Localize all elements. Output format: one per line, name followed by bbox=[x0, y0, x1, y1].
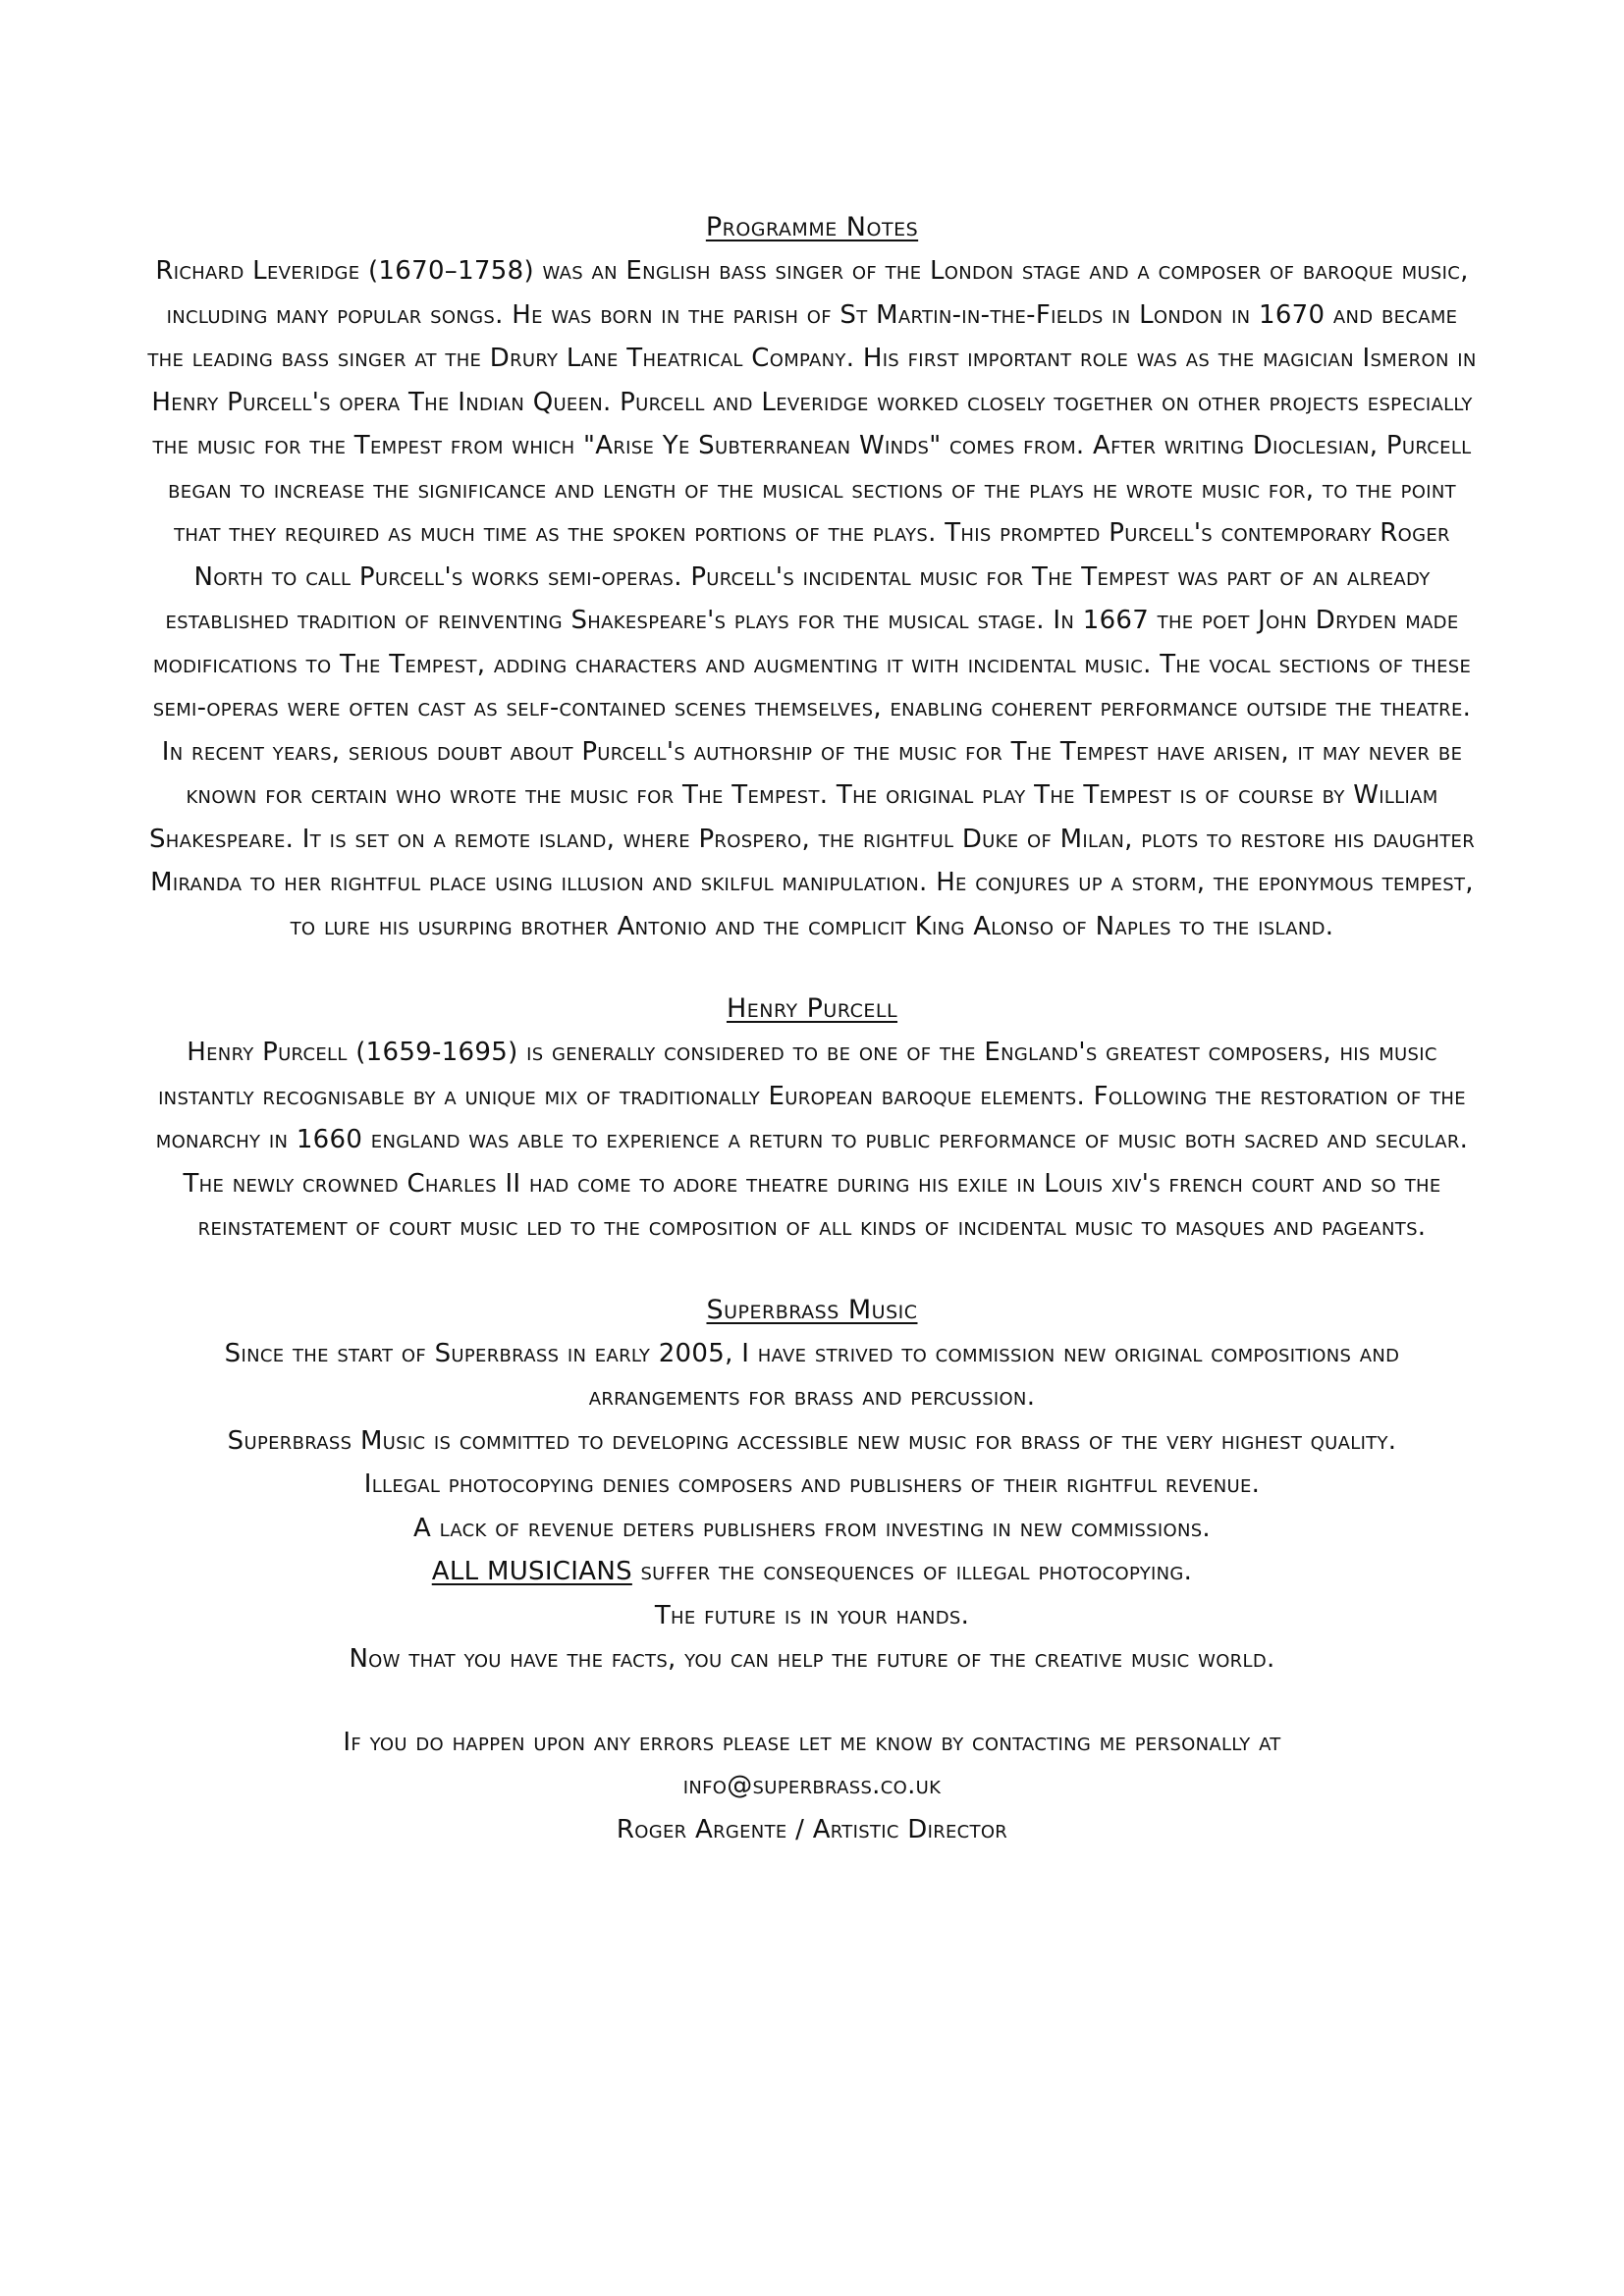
contact-email: info@superbrass.co.uk bbox=[682, 1771, 942, 1800]
superbrass-music-section bbox=[147, 1289, 1477, 1682]
programme-notes-heading: Programme Notes bbox=[705, 212, 919, 242]
superbrass-line-committed: Superbrass Music is committed to developing accessible new music for brass of the very highest quality. bbox=[227, 1425, 1397, 1456]
contact-message: If you do happen upon any errors please let me know by contacting me personally at bbox=[343, 1727, 1281, 1757]
superbrass-line-illegal-photocopying: Illegal photocopying denies composers and publishers of their rightful revenue. bbox=[363, 1469, 1261, 1499]
henry-purcell-section bbox=[147, 988, 1477, 1250]
programme-notes-page bbox=[147, 206, 1477, 1851]
contact-section bbox=[147, 1721, 1477, 1852]
all-musicians-emphasis: ALL MUSICIANS bbox=[431, 1557, 632, 1586]
superbrass-line-lack-of-revenue: A lack of revenue deters publishers from investing in new commissions. bbox=[412, 1513, 1212, 1543]
henry-purcell-body: Henry Purcell (1659-1695) is generally considered to be one of the England's greatest composers, his music instantly recognisable by a unique mix of traditionally European baroque elements. Following the restoration of the monarchy in 1660 england was able to experience a return to public performance of music both sacred and secular. The newly crowned Charles II had come to adore theatre during his exile in Louis xiv's french court and so the reinstatement of court music led to the composition of all kinds of incidental music to masques and pageants. bbox=[155, 1038, 1469, 1242]
all-musicians-rest: suffer the consequences of illegal photocopying. bbox=[631, 1557, 1193, 1586]
programme-notes-body: Richard Leveridge (1670–1758) was an English bass singer of the London stage and a composer of baroque music, including many popular songs. He was born in the parish of St Martin-in-the-Fields in London in 1670 and became the leading bass singer at the Drury Lane Theatrical Company. His first important role was as the magician Ismeron in Henry Purcell's opera The Indian Queen. Purcell and Leveridge worked closely together on other projects especially the music for the Tempest from which "Arise Ye Subterranean Winds" comes from. After writing Dioclesian, Purcell began to increase the significance and length of the musical sections of the plays he wrote music for, to the point that they required as much time as the spoken portions of the plays. This prompted Purcell's contemporary Roger North to call Purcell's works semi-operas. Purcell's incidental music for The Tempest was part of an already established tradition of reinventing Shakespeare's plays for the musical stage. In 1667 the poet John Dryden made modifications to The Tempest, adding characters and augmenting it with incidental music. The vocal sections of these semi-operas were often cast as self-contained scenes themselves, enabling coherent performance outside the theatre. In recent years, serious doubt about Purcell's authorship of the music for The Tempest have arisen, it may never be known for certain who wrote the music for The Tempest. The original play The Tempest is of course by William Shakespeare. It is set on a remote island, where Prospero, the rightful Duke of Milan, plots to restore his daughter Miranda to her rightful place using illusion and skilful manipulation. He conjures up a storm, the eponymous tempest, to lure his usurping brother Antonio and the complicit King Alonso of Naples to the island. bbox=[147, 256, 1477, 941]
superbrass-line-future: The future is in your hands. bbox=[654, 1600, 970, 1630]
superbrass-line-all-musicians bbox=[147, 1550, 1477, 1594]
signature: Roger Argente / Artistic Director bbox=[616, 1814, 1008, 1844]
superbrass-music-heading: Superbrass Music bbox=[706, 1294, 918, 1325]
superbrass-line-facts: Now that you have the facts, you can help the future of the creative music world. bbox=[349, 1644, 1275, 1674]
henry-purcell-heading: Henry Purcell bbox=[726, 993, 898, 1024]
programme-notes-section bbox=[147, 206, 1477, 948]
superbrass-line-commission: Since the start of Superbrass in early 2005, I have strived to commission new original compositions and arrangements for brass and percussion. bbox=[224, 1338, 1400, 1412]
